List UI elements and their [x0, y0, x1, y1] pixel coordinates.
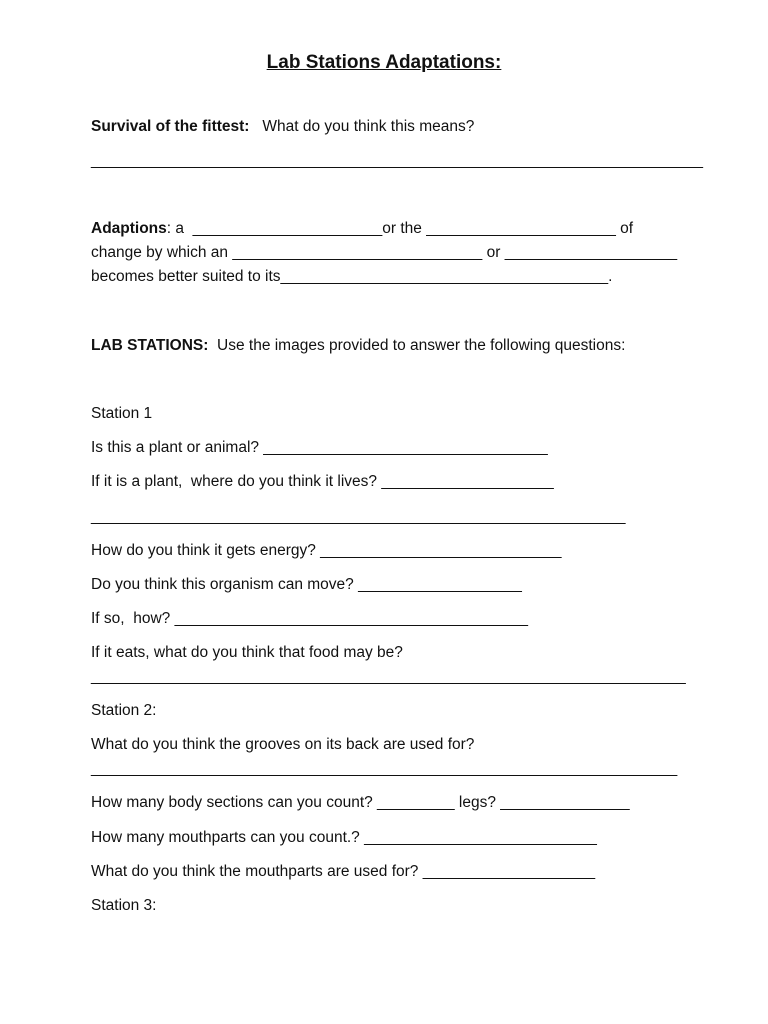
station-2-question-1-answer-line: ____________________________________________________________________ [91, 760, 678, 777]
station-2-question-1: What do you think the grooves on its back are used for? [91, 736, 475, 753]
survival-question: What do you think this means? [262, 118, 475, 135]
station-2-heading: Station 2: [91, 702, 157, 719]
survival-question-line [91, 117, 474, 137]
station-2-question-4: What do you think the mouthparts are used for? ____________________ [91, 863, 596, 880]
station-1-question-6: If it eats, what do you think that food may be? [91, 644, 403, 661]
adaptions-line-1 [91, 219, 633, 239]
station-1-heading: Station 1 [91, 405, 153, 422]
station-1-question-5: If so, how? _________________________________________ [91, 610, 529, 627]
station-1-question-2-answer-line: ______________________________________________________________ [91, 508, 626, 525]
adaptions-label: Adaptions [91, 220, 167, 237]
station-1-question-4: Do you think this organism can move? ___________________ [91, 576, 522, 593]
lab-stations-instruction: Use the images provided to answer the following questions: [217, 337, 626, 354]
station-3-heading: Station 3: [91, 897, 157, 914]
lab-stations-label: LAB STATIONS: [91, 337, 209, 354]
survival-label: Survival of the fittest: [91, 118, 250, 135]
station-2-question-3: How many mouthparts can you count.? ___________________________ [91, 829, 597, 846]
adaptions-line-3: becomes better suited to its______________________________________. [91, 268, 613, 285]
station-1-question-6-answer-line: _____________________________________________________________________ [91, 668, 686, 685]
station-1-question-1: Is this a plant or animal? _________________________________ [91, 439, 548, 456]
survival-answer-line: _______________________________________________________________________ [91, 152, 704, 169]
adaptions-line-2: change by which an _____________________________ or ____________________ [91, 244, 678, 261]
adaptions-line-1-text: : a ______________________or the ______________________ of [166, 220, 634, 237]
worksheet-title: Lab Stations Adaptations: [266, 52, 502, 73]
station-1-question-3: How do you think it gets energy? ____________________________ [91, 542, 562, 559]
station-1-question-2: If it is a plant, where do you think it lives? ____________________ [91, 473, 554, 490]
lab-stations-line [91, 336, 625, 356]
station-2-question-2: How many body sections can you count? _________ legs? _______________ [91, 794, 630, 811]
